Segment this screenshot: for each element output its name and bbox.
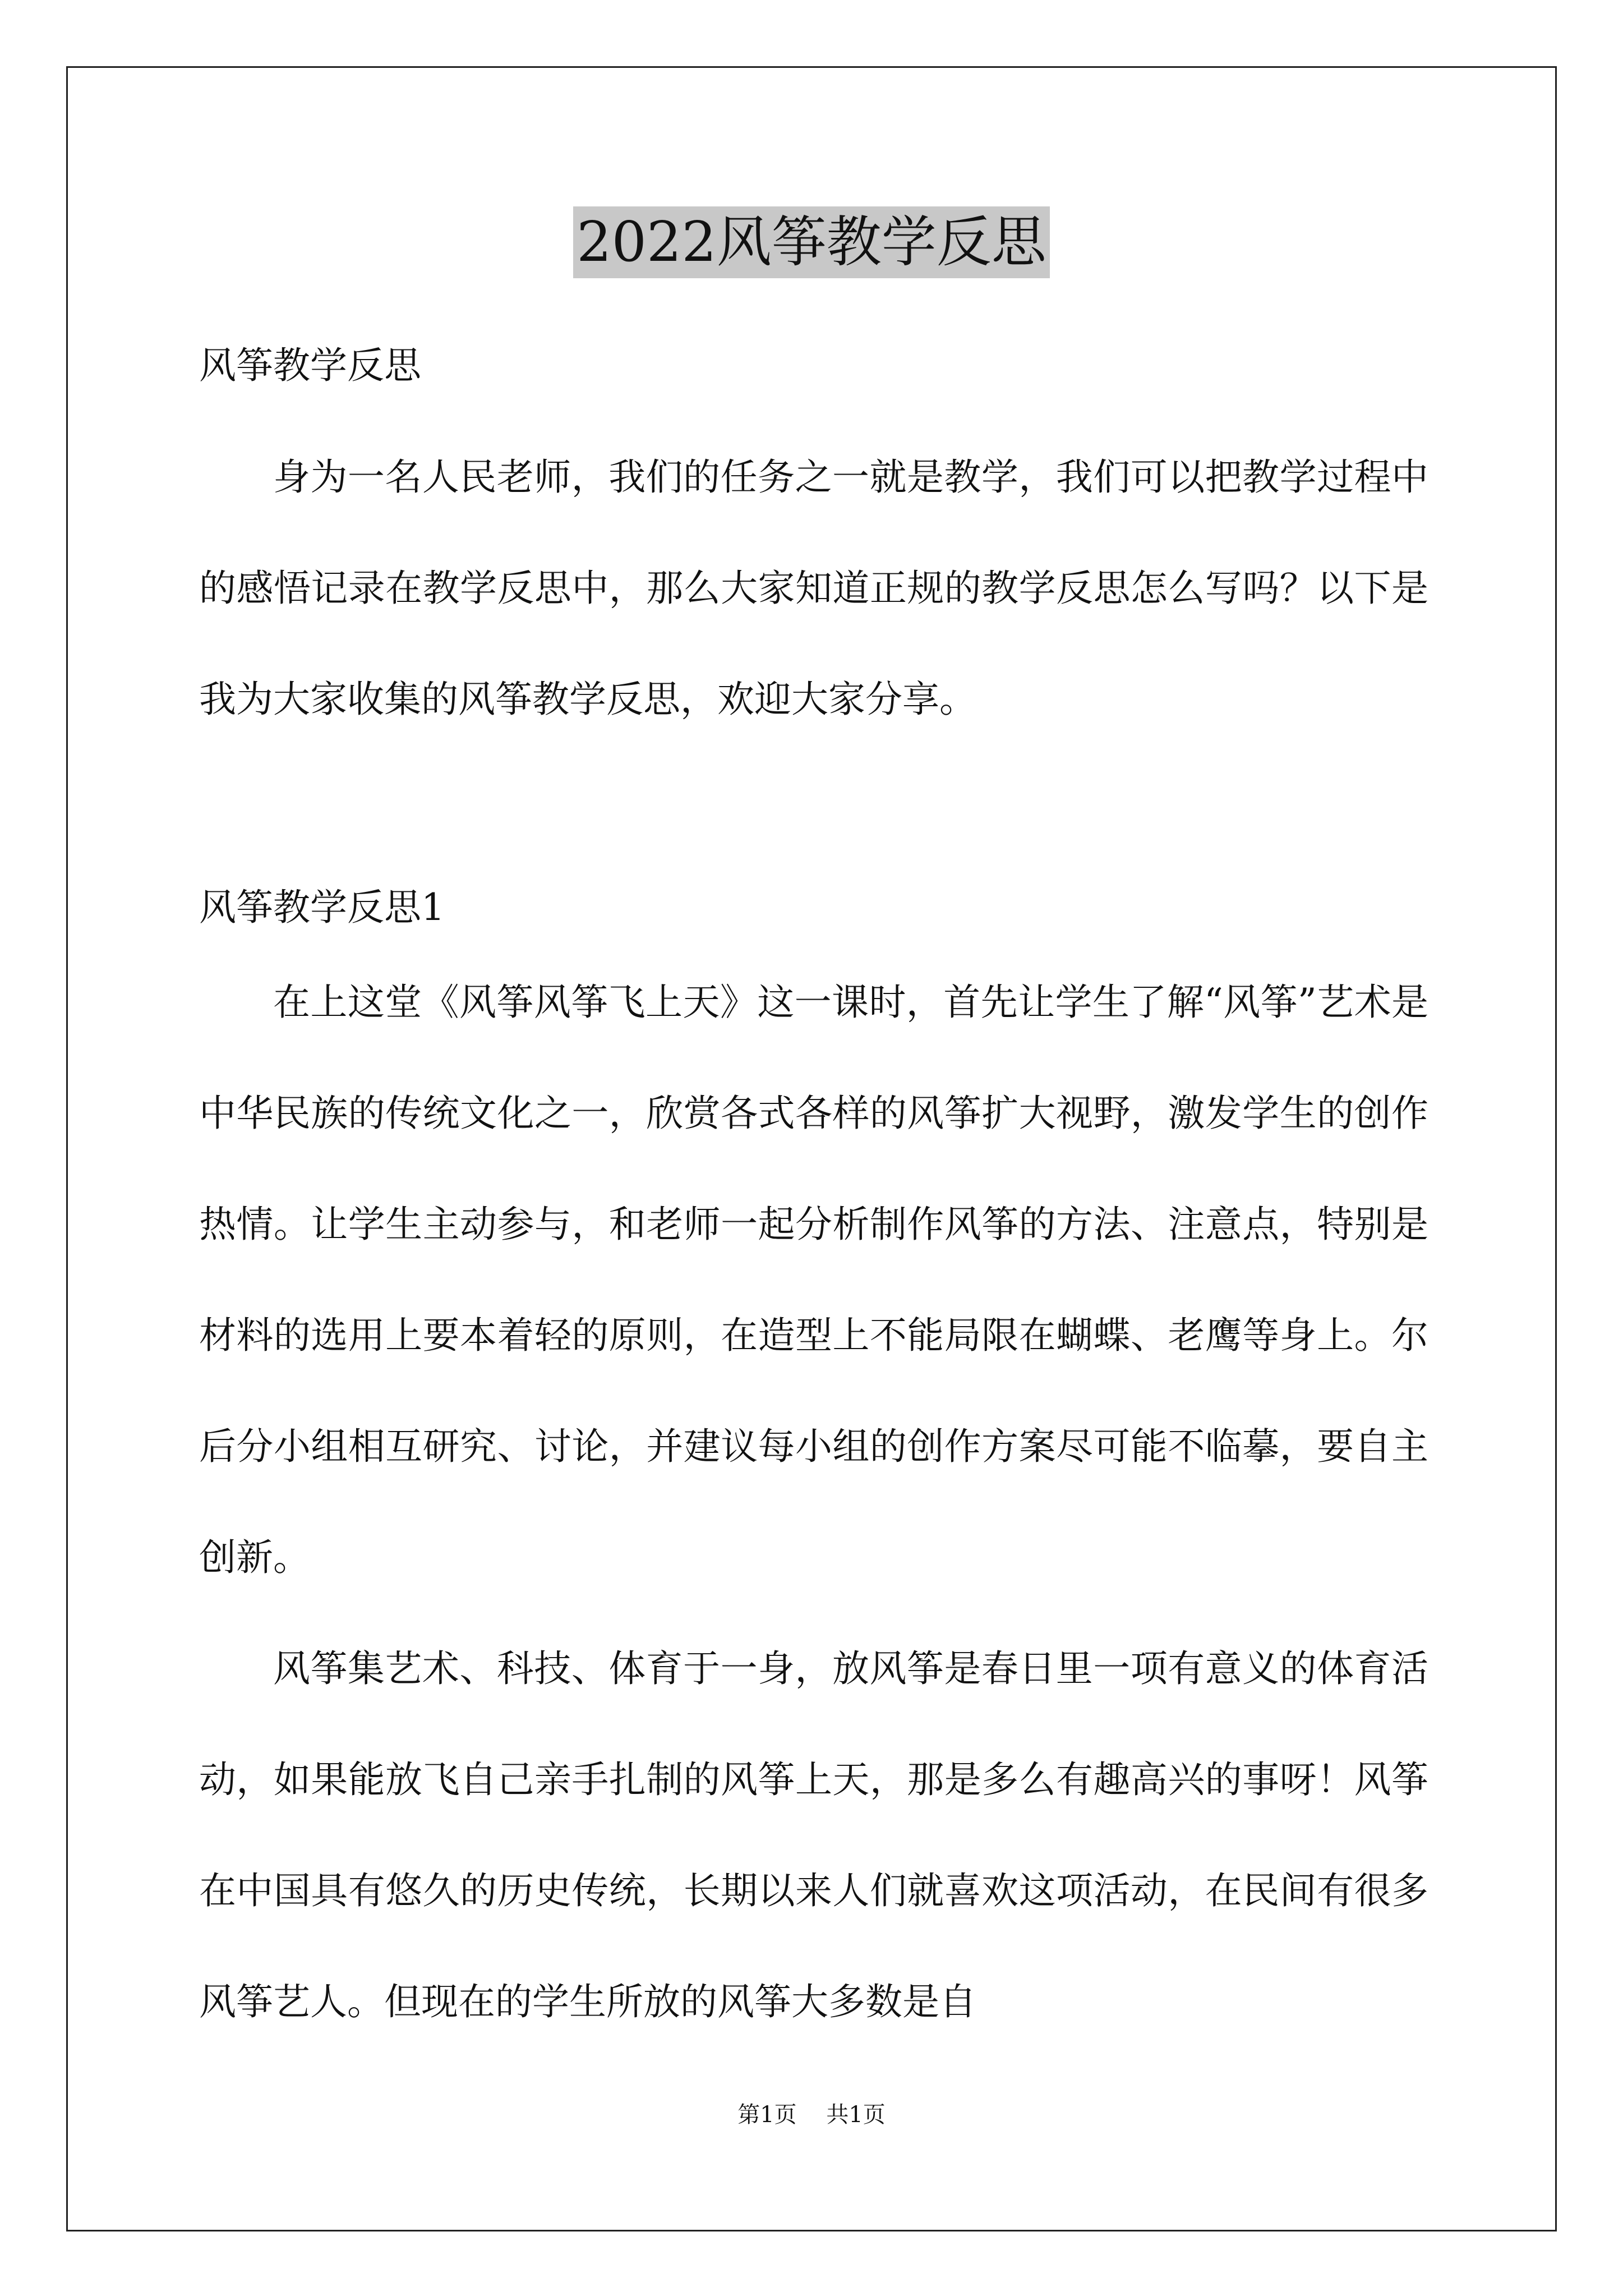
title-wrap: [0, 206, 1623, 278]
document-body: [199, 314, 1428, 2058]
page-number-total: 共1页: [826, 2102, 886, 2128]
page-number-current: 第1页: [737, 2102, 797, 2128]
page-footer: [0, 2097, 1623, 2129]
intro-paragraph: 身为一名人民老师，我们的任务之一就是教学，我们可以把教学过程中的感悟记录在教学反思中，那么大家知道正规的教学反思怎么写吗？以下是我为大家收集的风筝教学反思，欢迎大家分享。: [199, 455, 1428, 721]
section-1-heading: 风筝教学反思1: [199, 886, 445, 929]
main-heading: 风筝教学反思: [199, 344, 421, 387]
section-1-paragraph-2: 风筝集艺术、科技、体育于一身，放风筝是春日里一项有意义的体育活动，如果能放飞自己亲手扎制的风筝上天，那是多么有趣高兴的事呀！风筝在中国具有悠久的历史传统，长期以来人们就喜欢这项活动，在民间有很多风筝艺人。但现在的学生所放的风筝大多数是自: [199, 1647, 1428, 2023]
document-title: 2022风筝教学反思: [573, 206, 1049, 278]
section-1-paragraph-1: 在上这堂《风筝风筝飞上天》这一课时，首先让学生了解“风筝”艺术是中华民族的传统文化之一，欣赏各式各样的风筝扩大视野，激发学生的创作热情。让学生主动参与，和老师一起分析制作风筝的方法、注意点，特别是材料的选用上要本着轻的原则，在造型上不能局限在蝴蝶、老鹰等身上。尔后分小组相互研究、讨论，并建议每小组的创作方案尽可能不临摹，要自主创新。: [199, 981, 1428, 1579]
